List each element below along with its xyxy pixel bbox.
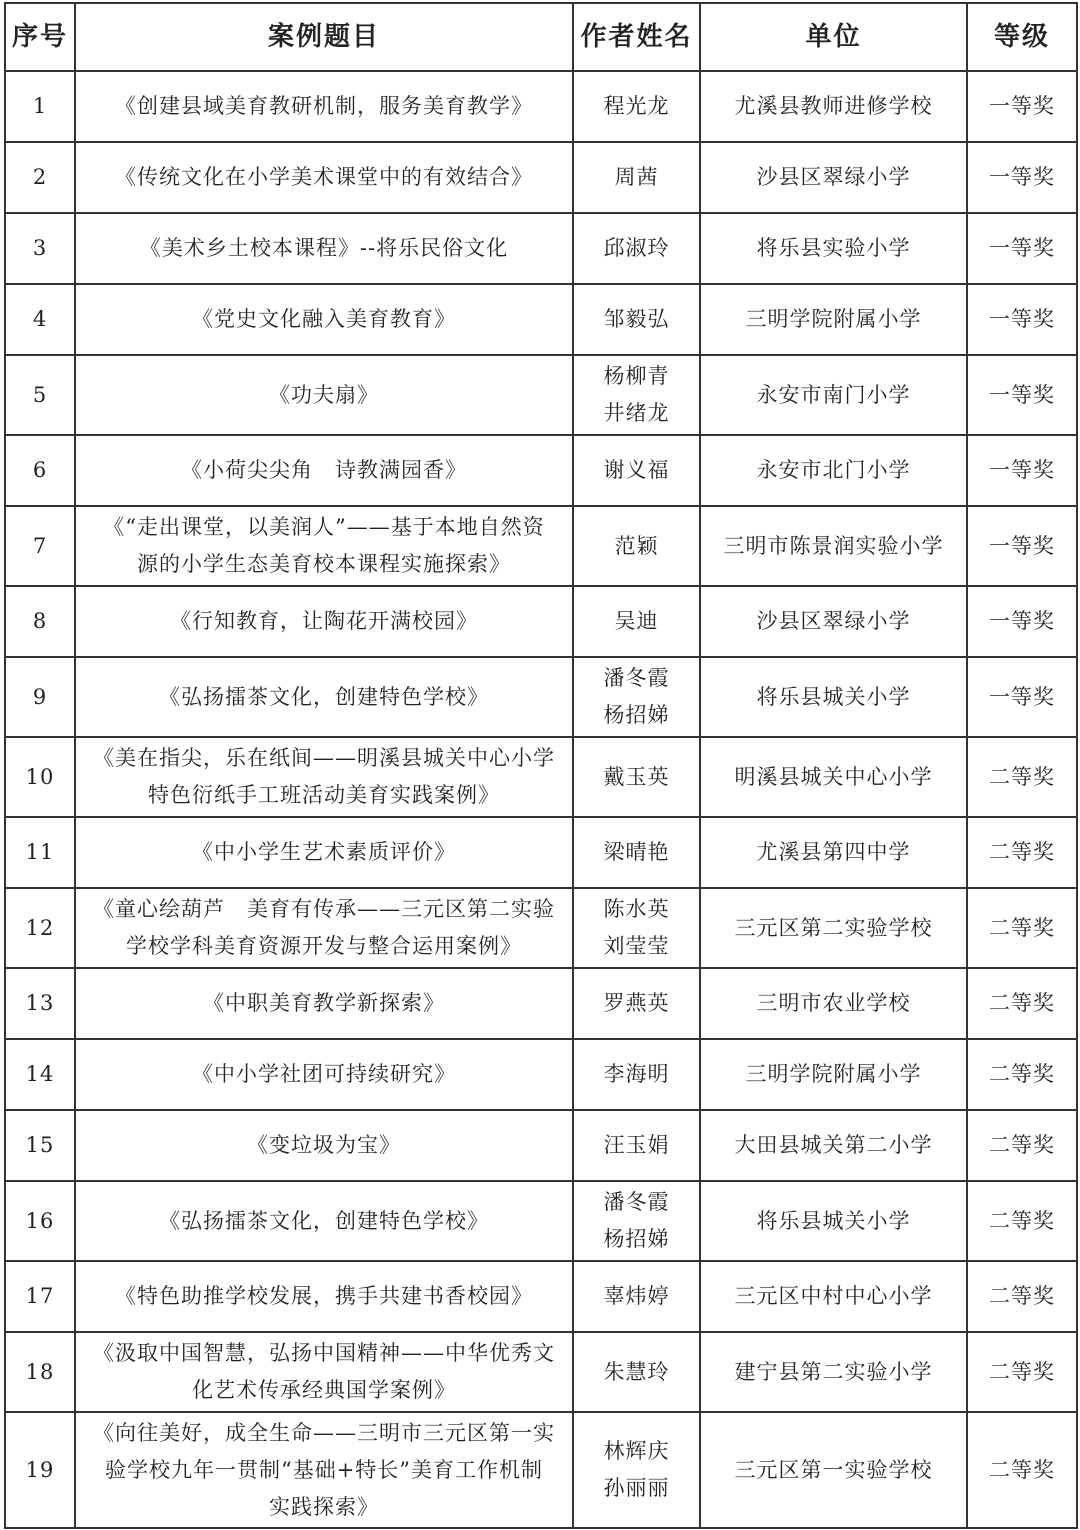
author-names bbox=[573, 1412, 700, 1528]
row-number: 9 bbox=[5, 657, 75, 737]
table-row bbox=[5, 1412, 1077, 1528]
author-names bbox=[573, 657, 700, 737]
award-level: 一等奖 bbox=[967, 284, 1077, 355]
author-names bbox=[573, 506, 700, 586]
case-title-line: 特色衍纸手工班活动美育实践案例》 bbox=[148, 783, 500, 807]
unit-name: 建宁县第二实验小学 bbox=[700, 1332, 967, 1412]
header-author: 作者姓名 bbox=[573, 3, 700, 71]
author-name: 汪玉娟 bbox=[603, 1133, 670, 1157]
case-title-line: 《变垃圾为宝》 bbox=[247, 1133, 401, 1157]
table-row bbox=[5, 737, 1077, 817]
case-title bbox=[75, 586, 573, 657]
author-name: 程光龙 bbox=[603, 94, 670, 118]
unit-name: 三元区第二实验学校 bbox=[700, 888, 967, 968]
author-name: 吴迪 bbox=[614, 609, 659, 633]
author-name: 孙丽丽 bbox=[603, 1476, 670, 1500]
table-row bbox=[5, 1039, 1077, 1110]
unit-name: 尤溪县第四中学 bbox=[700, 817, 967, 888]
unit-name: 三元区第一实验学校 bbox=[700, 1412, 967, 1528]
case-title-line: 化艺术传承经典国学案例》 bbox=[192, 1378, 456, 1402]
unit-name: 永安市北门小学 bbox=[700, 435, 967, 506]
table-row bbox=[5, 817, 1077, 888]
row-number: 12 bbox=[5, 888, 75, 968]
header-unit: 单位 bbox=[700, 3, 967, 71]
author-name: 梁晴艳 bbox=[603, 840, 670, 864]
row-number: 2 bbox=[5, 142, 75, 213]
author-name: 杨招娣 bbox=[603, 1227, 670, 1251]
row-number: 8 bbox=[5, 586, 75, 657]
award-level: 二等奖 bbox=[967, 1110, 1077, 1181]
case-title-line: 实践探索》 bbox=[269, 1494, 379, 1519]
table-row bbox=[5, 657, 1077, 737]
row-number: 16 bbox=[5, 1181, 75, 1261]
case-title bbox=[75, 213, 573, 284]
author-names bbox=[573, 586, 700, 657]
header-title: 案例题目 bbox=[75, 3, 573, 71]
award-level: 二等奖 bbox=[967, 1332, 1077, 1412]
award-level: 二等奖 bbox=[967, 1412, 1077, 1528]
case-title-line: 源的小学生态美育校本课程实施探索》 bbox=[137, 552, 511, 576]
author-name: 罗燕英 bbox=[603, 991, 670, 1015]
case-title bbox=[75, 737, 573, 817]
award-level: 二等奖 bbox=[967, 737, 1077, 817]
row-number: 19 bbox=[5, 1412, 75, 1528]
table-row bbox=[5, 1261, 1077, 1332]
award-level: 二等奖 bbox=[967, 817, 1077, 888]
author-name: 杨柳青 bbox=[603, 364, 670, 388]
award-level: 一等奖 bbox=[967, 142, 1077, 213]
author-name: 邹毅弘 bbox=[603, 307, 670, 331]
case-title-line: 《向往美好，成全生命——三明市三元区第一实 bbox=[93, 1420, 555, 1445]
author-name: 谢义福 bbox=[603, 458, 670, 482]
author-names bbox=[573, 1181, 700, 1261]
award-level: 一等奖 bbox=[967, 657, 1077, 737]
unit-name: 将乐县城关小学 bbox=[700, 1181, 967, 1261]
table-row bbox=[5, 142, 1077, 213]
row-number: 6 bbox=[5, 435, 75, 506]
case-title bbox=[75, 506, 573, 586]
award-level: 二等奖 bbox=[967, 888, 1077, 968]
case-title-line: 验学校九年一贯制“基础+特长”美育工作机制 bbox=[104, 1457, 544, 1482]
row-number: 4 bbox=[5, 284, 75, 355]
award-level: 二等奖 bbox=[967, 1039, 1077, 1110]
author-names bbox=[573, 1332, 700, 1412]
award-level: 一等奖 bbox=[967, 586, 1077, 657]
awards-table bbox=[4, 2, 1078, 1529]
table-row bbox=[5, 71, 1077, 142]
case-title bbox=[75, 355, 573, 435]
author-names bbox=[573, 737, 700, 817]
unit-name: 三元区中村中心小学 bbox=[700, 1261, 967, 1332]
case-title bbox=[75, 657, 573, 737]
unit-name: 明溪县城关中心小学 bbox=[700, 737, 967, 817]
case-title-line: 《中小学社团可持续研究》 bbox=[192, 1062, 456, 1086]
author-name: 林辉庆 bbox=[603, 1439, 670, 1463]
table-row bbox=[5, 506, 1077, 586]
author-name: 陈水英 bbox=[603, 897, 670, 921]
author-name: 范颖 bbox=[614, 533, 659, 558]
author-name: 周茜 bbox=[614, 165, 659, 189]
author-name: 辜炜婷 bbox=[603, 1284, 670, 1308]
case-title-line: 《行知教育，让陶花开满校园》 bbox=[170, 609, 478, 633]
case-title bbox=[75, 1412, 573, 1528]
unit-name: 沙县区翠绿小学 bbox=[700, 142, 967, 213]
case-title-line: 《“走出课堂，以美润人”——基于本地自然资 bbox=[103, 515, 545, 539]
table-row bbox=[5, 586, 1077, 657]
award-level: 一等奖 bbox=[967, 71, 1077, 142]
row-number: 18 bbox=[5, 1332, 75, 1412]
row-number: 1 bbox=[5, 71, 75, 142]
author-names bbox=[573, 1110, 700, 1181]
author-names bbox=[573, 71, 700, 142]
author-names bbox=[573, 1039, 700, 1110]
row-number: 5 bbox=[5, 355, 75, 435]
table-row bbox=[5, 1110, 1077, 1181]
case-title-line: 《汲取中国智慧，弘扬中国精神——中华优秀文 bbox=[93, 1341, 555, 1365]
case-title-line: 《传统文化在小学美术课堂中的有效结合》 bbox=[115, 165, 533, 189]
author-name: 戴玉英 bbox=[603, 764, 670, 789]
author-name: 邱淑玲 bbox=[603, 236, 670, 260]
table-row bbox=[5, 435, 1077, 506]
author-name: 李海明 bbox=[603, 1062, 670, 1086]
table-row bbox=[5, 1181, 1077, 1261]
header-row bbox=[5, 3, 1077, 71]
unit-name: 三明学院附属小学 bbox=[700, 284, 967, 355]
author-names bbox=[573, 142, 700, 213]
case-title bbox=[75, 817, 573, 888]
case-title-line: 《弘扬擂茶文化，创建特色学校》 bbox=[159, 684, 489, 709]
unit-name: 大田县城关第二小学 bbox=[700, 1110, 967, 1181]
author-name: 井绪龙 bbox=[603, 401, 670, 425]
unit-name: 将乐县实验小学 bbox=[700, 213, 967, 284]
author-names bbox=[573, 213, 700, 284]
case-title bbox=[75, 1261, 573, 1332]
case-title-line: 《党史文化融入美育教育》 bbox=[192, 307, 456, 331]
case-title bbox=[75, 888, 573, 968]
case-title bbox=[75, 1110, 573, 1181]
header-level: 等级 bbox=[967, 3, 1077, 71]
case-title-line: 《创建县域美育教研机制，服务美育教学》 bbox=[115, 94, 533, 118]
table-row bbox=[5, 355, 1077, 435]
author-names bbox=[573, 355, 700, 435]
award-level: 一等奖 bbox=[967, 506, 1077, 586]
case-title-line: 《美在指尖，乐在纸间——明溪县城关中心小学 bbox=[93, 746, 555, 770]
unit-name: 沙县区翠绿小学 bbox=[700, 586, 967, 657]
award-level: 二等奖 bbox=[967, 968, 1077, 1039]
case-title bbox=[75, 1332, 573, 1412]
case-title bbox=[75, 71, 573, 142]
row-number: 15 bbox=[5, 1110, 75, 1181]
award-level: 一等奖 bbox=[967, 355, 1077, 435]
table-body bbox=[5, 71, 1077, 1528]
table-row bbox=[5, 284, 1077, 355]
author-name: 杨招娣 bbox=[603, 703, 670, 727]
case-title-line: 学校学科美育资源开发与整合运用案例》 bbox=[126, 934, 522, 958]
author-names bbox=[573, 968, 700, 1039]
table-row bbox=[5, 968, 1077, 1039]
author-names bbox=[573, 284, 700, 355]
author-name: 潘冬霞 bbox=[603, 666, 670, 690]
author-name: 潘冬霞 bbox=[603, 1190, 670, 1214]
author-names bbox=[573, 435, 700, 506]
case-title-line: 《小荷尖尖角 诗教满园香》 bbox=[181, 458, 467, 482]
row-number: 3 bbox=[5, 213, 75, 284]
case-title-line: 《美术乡土校本课程》--将乐民俗文化 bbox=[139, 236, 509, 260]
author-name: 朱慧玲 bbox=[603, 1359, 670, 1384]
author-name: 刘莹莹 bbox=[603, 934, 670, 958]
case-title-line: 《功夫扇》 bbox=[269, 382, 379, 407]
unit-name: 尤溪县教师进修学校 bbox=[700, 71, 967, 142]
case-title-line: 《弘扬擂茶文化，创建特色学校》 bbox=[159, 1208, 489, 1233]
author-names bbox=[573, 817, 700, 888]
award-level: 二等奖 bbox=[967, 1181, 1077, 1261]
case-title bbox=[75, 1181, 573, 1261]
table-row bbox=[5, 1332, 1077, 1412]
award-level: 二等奖 bbox=[967, 1261, 1077, 1332]
row-number: 7 bbox=[5, 506, 75, 586]
award-level: 一等奖 bbox=[967, 213, 1077, 284]
row-number: 17 bbox=[5, 1261, 75, 1332]
case-title bbox=[75, 1039, 573, 1110]
case-title bbox=[75, 435, 573, 506]
unit-name: 将乐县城关小学 bbox=[700, 657, 967, 737]
author-names bbox=[573, 1261, 700, 1332]
row-number: 13 bbox=[5, 968, 75, 1039]
header-number: 序号 bbox=[5, 3, 75, 71]
row-number: 14 bbox=[5, 1039, 75, 1110]
row-number: 11 bbox=[5, 817, 75, 888]
unit-name: 永安市南门小学 bbox=[700, 355, 967, 435]
award-level: 一等奖 bbox=[967, 435, 1077, 506]
table-row bbox=[5, 888, 1077, 968]
case-title-line: 《童心绘葫芦 美育有传承——三元区第二实验 bbox=[93, 897, 555, 921]
case-title bbox=[75, 968, 573, 1039]
row-number: 10 bbox=[5, 737, 75, 817]
case-title-line: 《特色助推学校发展，携手共建书香校园》 bbox=[115, 1284, 533, 1308]
case-title bbox=[75, 142, 573, 213]
unit-name: 三明市农业学校 bbox=[700, 968, 967, 1039]
case-title bbox=[75, 284, 573, 355]
case-title-line: 《中职美育教学新探索》 bbox=[203, 991, 445, 1015]
case-title-line: 《中小学生艺术素质评价》 bbox=[192, 840, 456, 864]
author-names bbox=[573, 888, 700, 968]
unit-name: 三明市陈景润实验小学 bbox=[700, 506, 967, 586]
unit-name: 三明学院附属小学 bbox=[700, 1039, 967, 1110]
table-row bbox=[5, 213, 1077, 284]
